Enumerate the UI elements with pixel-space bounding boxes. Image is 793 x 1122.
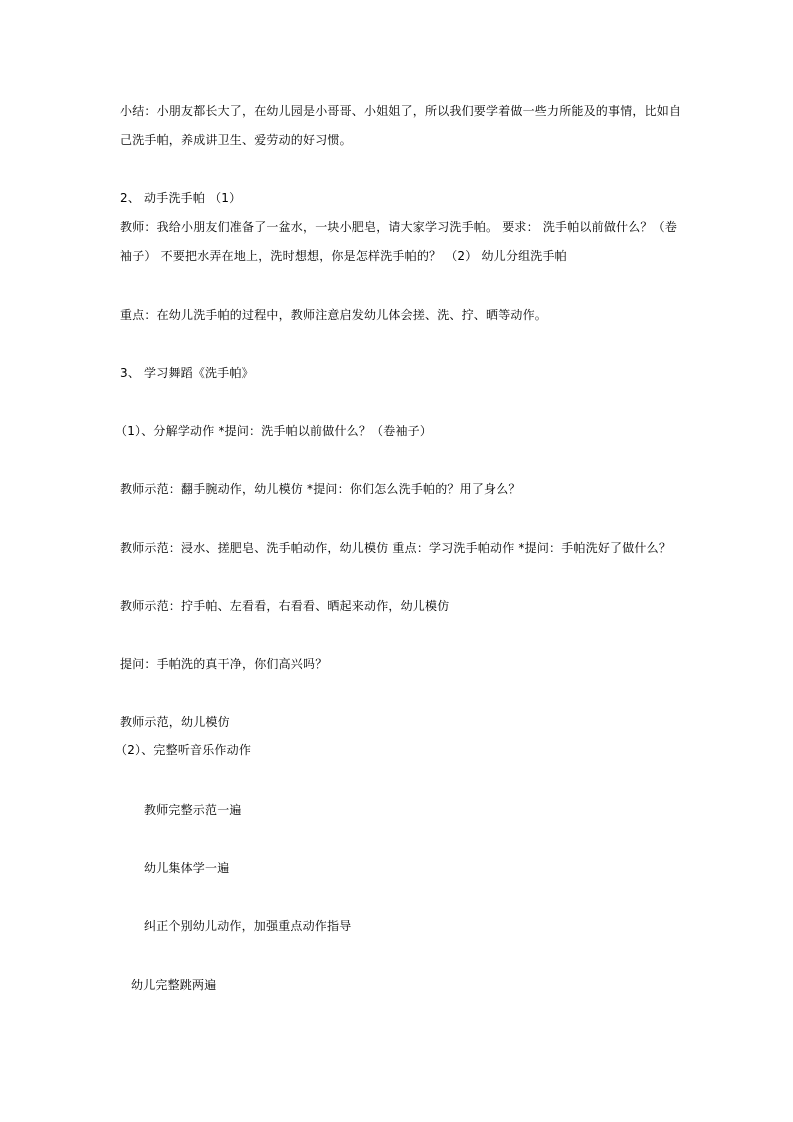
- demo-line-4: 教师示范，幼儿模仿: [120, 715, 230, 729]
- activity-line-4: 幼儿完整跳两遍: [131, 978, 217, 992]
- step-1-line: （1）、分解学动作 *提问：洗手帕以前做什么？（卷袖子）: [115, 424, 433, 438]
- section-3-heading: 3、 学习舞蹈《洗手帕》: [120, 366, 254, 380]
- step-2-line: （2）、完整听音乐作动作: [115, 743, 252, 757]
- teacher-instruction-line-2: 袖子） 不要把水弄在地上，洗时想想，你是怎样洗手帕的？ （2） 幼儿分组洗手帕: [120, 249, 567, 263]
- question-line: 提问：手帕洗的真干净，你们高兴吗？: [120, 657, 328, 671]
- key-point-line: 重点：在幼儿洗手帕的过程中，教师注意启发幼儿体会搓、洗、拧、晒等动作。: [120, 308, 548, 322]
- activity-line-2: 幼儿集体学一遍: [144, 861, 230, 875]
- summary-line-2: 己洗手帕，养成讲卫生、爱劳动的好习惯。: [120, 133, 352, 147]
- activity-line-3: 纠正个别幼儿动作，加强重点动作指导: [144, 919, 352, 933]
- summary-line-1: 小结：小朋友都长大了，在幼儿园是小哥哥、小姐姐了，所以我们要学着做一些力所能及的事情，比如自: [120, 104, 682, 118]
- teacher-instruction-line-1: 教师：我给小朋友们准备了一盆水，一块小肥皂，请大家学习洗手帕。 要求： 洗手帕以前做什么？（卷: [120, 220, 678, 234]
- demo-line-1: 教师示范：翻手腕动作，幼儿模仿 *提问：你们怎么洗手帕的？用了身么？: [120, 482, 521, 496]
- activity-line-1: 教师完整示范一遍: [144, 803, 242, 817]
- section-2-heading: 2、 动手洗手帕 （1）: [120, 191, 242, 205]
- demo-line-3: 教师示范：拧手帕、左看看，右看看、晒起来动作，幼儿模仿: [120, 599, 450, 613]
- demo-line-2: 教师示范：浸水、搓肥皂、洗手帕动作，幼儿模仿 重点：学习洗手帕动作 *提问：手帕洗好了做什么？: [120, 541, 672, 555]
